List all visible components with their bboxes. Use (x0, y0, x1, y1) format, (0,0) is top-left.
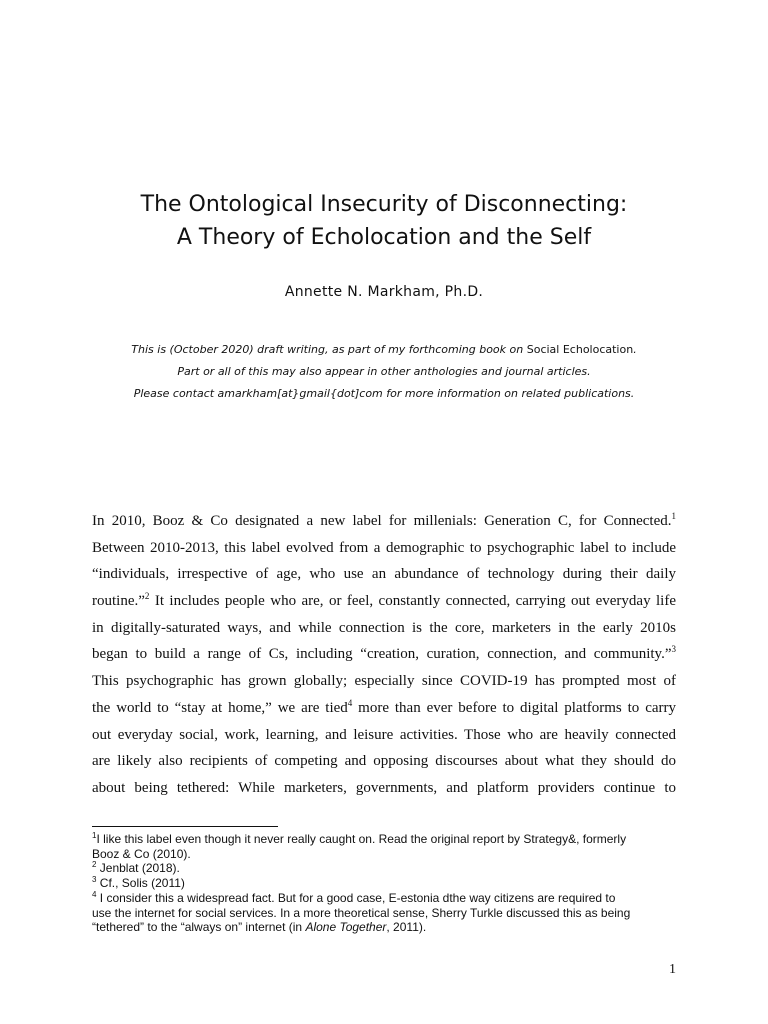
footnote-3 (92, 876, 682, 891)
footnote-number: 4 (92, 889, 97, 899)
body-text: routine.” (92, 593, 145, 610)
footnote-4-cont-2 (92, 920, 682, 935)
draft-note-line-1 (0, 339, 768, 361)
footnote-number: 3 (92, 875, 97, 885)
footnote-text: , 2011). (386, 920, 427, 935)
body-line-6 (92, 641, 676, 668)
author-name: Annette N. Markham, Ph.D. (284, 284, 484, 300)
footnote-text: Cf., Solis (2011) (96, 876, 185, 891)
footnote-4-cont-1: use the internet for social services. In a more theoretical sense, Sherry Turkle discussed this as being (92, 905, 631, 920)
body-line-5: in digitally-saturated ways, and while connection is the core, marketers in the early 2010s (92, 619, 676, 636)
footnote-1-cont: Booz & Co (2010). (92, 846, 191, 861)
body-line-9: out everyday social, work, learning, and leisure activities. Those who are heavily connected (92, 726, 676, 743)
body-line-2: Between 2010-2013, this label evolved from a demographic to psychographic label to include (92, 539, 676, 556)
body-line-11: about being tethered: While marketers, governments, and platform providers continue to (92, 779, 676, 796)
body-line-3: “individuals, irrespective of age, who use an abundance of technology during their daily (92, 566, 676, 583)
body-text: the world to “stay at home,” we are tied (92, 699, 348, 716)
body-text: began to build a range of Cs, including “creation, curation, connection, and community.” (92, 646, 672, 663)
title-line-2: A Theory of Echolocation and the Self (176, 225, 592, 250)
body-line-7: This psychographic has grown globally; especially since COVID-19 has prompted most of (92, 673, 676, 690)
footnote-separator (92, 826, 278, 827)
body-text: It includes people who are, or feel, constantly connected, carrying out everyday life (149, 593, 676, 610)
footnote-text: I consider this a widespread fact. But for a good case, E-estonia dthe way citizens are required to (96, 890, 616, 905)
draft-note (0, 339, 768, 405)
footnote-1 (92, 832, 682, 847)
footnote-ref-4: 4 (347, 697, 353, 708)
footnote-4 (92, 891, 682, 906)
body-text: In 2010, Booz & Co designated a new label for millenials: Generation C, for Connected. (92, 513, 672, 529)
body-line-10: are likely also recipients of competing and opposing discourses about what they should do (92, 753, 676, 770)
page-number: 1 (669, 962, 676, 977)
draft-note-text: This is (October 2020) draft writing, as part of my forthcoming book on (131, 343, 527, 356)
body-paragraph (92, 508, 676, 802)
body-text: more than ever before to digital platforms to carry (352, 699, 676, 716)
cited-book-title: Alone Together (305, 920, 387, 935)
footnotes (92, 832, 682, 935)
footnote-2 (92, 861, 682, 876)
draft-note-line-3: Please contact amarkham[at}gmail{dot]com for more information on related publications. (133, 387, 635, 400)
body-line-8 (92, 695, 676, 722)
book-title: Social Echolocation (526, 343, 634, 356)
footnote-ref-1: 1 (671, 511, 676, 521)
draft-note-line-2: Part or all of this may also appear in other anthologies and journal articles. (177, 365, 591, 378)
footnote-text: I like this label even though it never really caught on. Read the original report by Strategy&, formerly (96, 832, 627, 846)
footnote-ref-2: 2 (144, 591, 150, 602)
body-line-1 (92, 508, 676, 535)
footnote-number: 2 (92, 860, 97, 870)
footnote-text: Jenblat (2018). (96, 861, 180, 876)
document-title (0, 188, 768, 254)
footnote-text: “tethered” to the “always on” internet (in (92, 920, 306, 935)
draft-note-period: . (633, 343, 637, 356)
footnote-number: 1 (92, 831, 97, 840)
title-line-1: The Ontological Insecurity of Disconnecting: (140, 192, 628, 217)
footnote-ref-3: 3 (671, 644, 676, 655)
body-line-4 (92, 588, 676, 615)
